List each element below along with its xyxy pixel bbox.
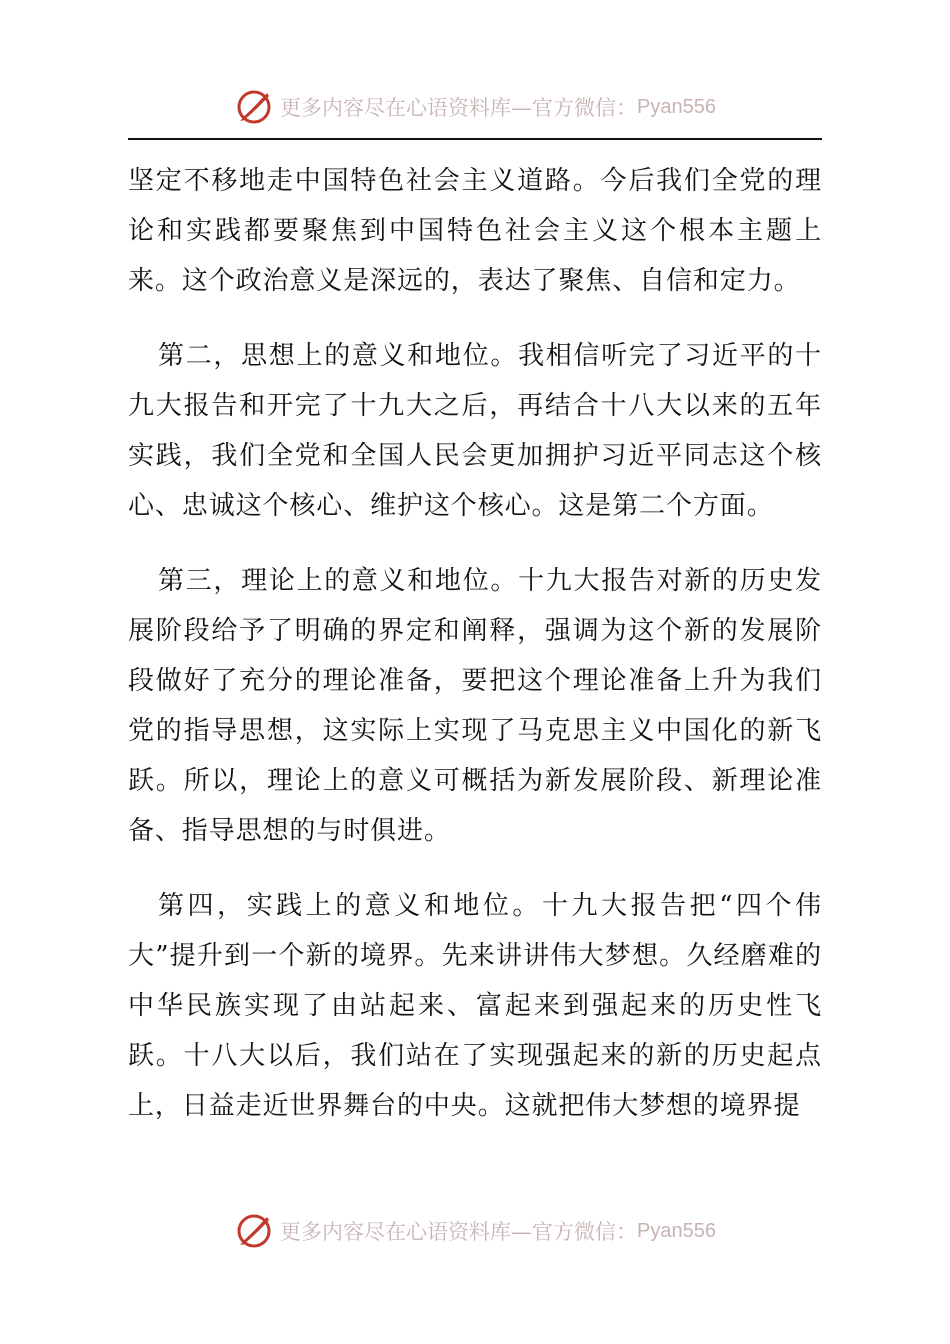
footer-banner xyxy=(0,1206,950,1256)
footer-banner-text: 更多内容尽在心语资料库—官方微信： xyxy=(280,1220,638,1244)
paragraph-2: 第二，思想上的意义和地位。我相信听完了习近平的十九大报告和开完了十九大之后，再结合十八大以来的五年实践，我们全党和全国人民会更加拥护习近平同志这个核心、忠诚这个核心、维护这个核心。这是第二个方面。 xyxy=(128,341,822,521)
footer-wechat-id: Pyan556 xyxy=(637,1219,716,1242)
paragraph-4: 第四，实践上的意义和地位。十九大报告把“四个伟大”提升到一个新的境界。先来讲讲伟大梦想。久经磨难的中华民族实现了由站起来、富起来到强起来的历史性飞跃。十八大以后，我们站在了实现强起来的新的历史起点上，日益走近世界舞台的中央。这就把伟大梦想的境界提 xyxy=(128,891,822,1121)
header-divider xyxy=(128,138,822,140)
red-pen-logo-icon xyxy=(234,1211,274,1251)
header-banner-text: 更多内容尽在心语资料库—官方微信： xyxy=(280,96,638,120)
paragraph-3: 第三，理论上的意义和地位。十九大报告对新的历史发展阶段给予了明确的界定和阐释，强调为这个新的发展阶段做好了充分的理论准备，要把这个理论准备上升为我们党的指导思想，这实际上实现了马克思主义中国化的新飞跃。所以，理论上的意义可概括为新发展阶段、新理论准备、指导思想的与时俱进。 xyxy=(128,566,822,846)
paragraph-1: 坚定不移地走中国特色社会主义道路。今后我们全党的理论和实践都要聚焦到中国特色社会主义这个根本主题上来。这个政治意义是深远的，表达了聚焦、自信和定力。 xyxy=(128,166,822,296)
header-wechat-id: Pyan556 xyxy=(637,95,716,118)
header-banner xyxy=(0,82,950,132)
document-body xyxy=(128,156,822,1156)
red-pen-logo-icon xyxy=(234,87,274,127)
